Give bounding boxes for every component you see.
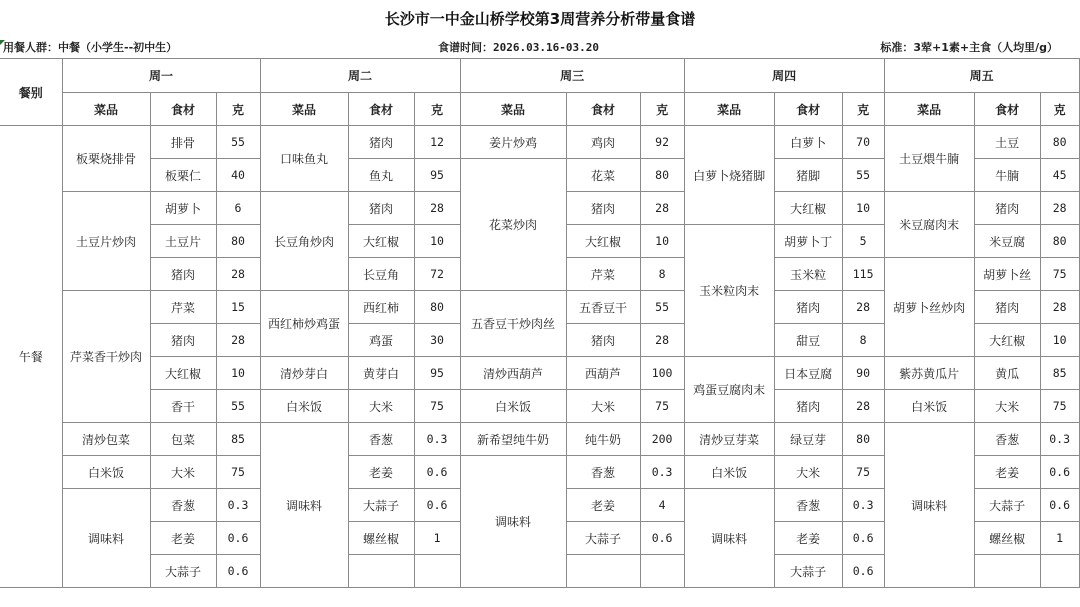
- ingredient-grams: 0.6: [640, 522, 684, 555]
- ingredient-grams: 75: [216, 456, 260, 489]
- ingredient-grams: [414, 555, 460, 588]
- ingredient-grams: 55: [216, 390, 260, 423]
- ingredient-grams: 0.6: [842, 555, 884, 588]
- ingredient-grams: 80: [842, 423, 884, 456]
- ingredient-column-header: 食材: [566, 93, 640, 126]
- ingredient-grams: 1: [414, 522, 460, 555]
- ingredient-name: 黄瓜: [974, 357, 1040, 390]
- ingredient-name: 排骨: [150, 126, 216, 159]
- ingredient-name: 猪脚: [774, 159, 842, 192]
- ingredient-grams: 28: [640, 192, 684, 225]
- ingredient-grams: 28: [640, 324, 684, 357]
- ingredient-name: 香干: [150, 390, 216, 423]
- dish-name: 土豆煨牛腩: [884, 126, 974, 192]
- dish-name: 土豆片炒肉: [62, 192, 150, 291]
- ingredient-name: 胡萝卜丝: [974, 258, 1040, 291]
- grams-column-header: 克: [640, 93, 684, 126]
- ingredient-name: 猪肉: [150, 258, 216, 291]
- ingredient-grams: 28: [842, 291, 884, 324]
- ingredient-grams: 0.3: [216, 489, 260, 522]
- dish-column-header: 菜品: [460, 93, 566, 126]
- dish-name: 鸡蛋豆腐肉末: [684, 357, 774, 423]
- ingredient-name: 猪肉: [566, 324, 640, 357]
- grams-column-header: 克: [842, 93, 884, 126]
- ingredient-grams: 28: [414, 192, 460, 225]
- ingredient-name: 花菜: [566, 159, 640, 192]
- ingredient-name: 大米: [974, 390, 1040, 423]
- ingredient-name: 绿豆芽: [774, 423, 842, 456]
- ingredient-grams: 75: [842, 456, 884, 489]
- dish-name: 白米饭: [460, 390, 566, 423]
- ingredient-name: 芹菜: [566, 258, 640, 291]
- ingredient-grams: 10: [216, 357, 260, 390]
- ingredient-grams: 70: [842, 126, 884, 159]
- ingredient-grams: 28: [216, 324, 260, 357]
- ingredient-grams: 55: [216, 126, 260, 159]
- ingredient-name: 大米: [348, 390, 414, 423]
- ingredient-grams: 10: [640, 225, 684, 258]
- ingredient-name: 猪肉: [774, 291, 842, 324]
- ingredient-grams: 55: [842, 159, 884, 192]
- dish-name: 五香豆干炒肉丝: [460, 291, 566, 357]
- ingredient-grams: 75: [640, 390, 684, 423]
- dish-column-header: 菜品: [62, 93, 150, 126]
- ingredient-name: 老姜: [348, 456, 414, 489]
- dish-name: 白米饭: [684, 456, 774, 489]
- dish-name: 白米饭: [260, 390, 348, 423]
- ingredient-name: 牛腩: [974, 159, 1040, 192]
- grams-column-header: 克: [216, 93, 260, 126]
- ingredient-grams: 75: [1040, 390, 1079, 423]
- ingredient-grams: 28: [1040, 192, 1079, 225]
- ingredient-name: 老姜: [150, 522, 216, 555]
- ingredient-column-header: 食材: [774, 93, 842, 126]
- ingredient-name: 日本豆腐: [774, 357, 842, 390]
- dish-name: 调味料: [460, 456, 566, 588]
- ingredient-column-header: 食材: [974, 93, 1040, 126]
- dish-name: 清炒豆芽菜: [684, 423, 774, 456]
- menu-body: [0, 126, 1079, 588]
- ingredient-name: 土豆片: [150, 225, 216, 258]
- dish-name: 胡萝卜丝炒肉: [884, 258, 974, 357]
- ingredient-name: 大红椒: [974, 324, 1040, 357]
- ingredient-name: 土豆: [974, 126, 1040, 159]
- ingredient-name: 胡萝卜丁: [774, 225, 842, 258]
- dish-column-header: 菜品: [260, 93, 348, 126]
- ingredient-name: 鱼丸: [348, 159, 414, 192]
- page-title: 长沙市一中金山桥学校第3周营养分析带量食谱: [384, 10, 696, 28]
- ingredient-grams: 10: [1040, 324, 1079, 357]
- ingredient-grams: 80: [640, 159, 684, 192]
- ingredient-grams: 100: [640, 357, 684, 390]
- ingredient-grams: 5: [842, 225, 884, 258]
- dish-name: 调味料: [684, 489, 774, 588]
- ingredient-grams: 0.3: [414, 423, 460, 456]
- ingredient-name: 大红椒: [150, 357, 216, 390]
- ingredient-grams: 72: [414, 258, 460, 291]
- ingredient-grams: 0.6: [1040, 456, 1079, 489]
- dish-name: 清炒芽白: [260, 357, 348, 390]
- dish-name: 口味鱼丸: [260, 126, 348, 192]
- ingredient-grams: 80: [216, 225, 260, 258]
- ingredient-name: 猪肉: [566, 192, 640, 225]
- menu-row: [0, 390, 1079, 423]
- ingredient-column-header: 食材: [348, 93, 414, 126]
- ingredient-grams: 80: [1040, 126, 1079, 159]
- ingredient-grams: 30: [414, 324, 460, 357]
- ingredient-name: 玉米粒: [774, 258, 842, 291]
- dish-name: 玉米粒肉末: [684, 225, 774, 357]
- dish-name: 调味料: [260, 423, 348, 588]
- ingredient-grams: 6: [216, 192, 260, 225]
- ingredient-grams: 90: [842, 357, 884, 390]
- ingredient-grams: 0.6: [1040, 489, 1079, 522]
- ingredient-name: 甜豆: [774, 324, 842, 357]
- dish-column-header: 菜品: [884, 93, 974, 126]
- day-header: 周五: [884, 59, 1079, 93]
- ingredient-grams: 85: [1040, 357, 1079, 390]
- ingredient-name: 鸡蛋: [348, 324, 414, 357]
- dish-name: 米豆腐肉末: [884, 192, 974, 258]
- meal-column-header: 餐别: [0, 59, 62, 126]
- ingredient-name: 香葱: [348, 423, 414, 456]
- ingredient-grams: 75: [1040, 258, 1079, 291]
- ingredient-name: 螺丝椒: [974, 522, 1040, 555]
- ingredient-grams: 28: [842, 390, 884, 423]
- ingredient-name: 大蒜子: [566, 522, 640, 555]
- ingredient-name: 大红椒: [774, 192, 842, 225]
- ingredient-grams: 0.3: [842, 489, 884, 522]
- ingredient-name: 猪肉: [974, 192, 1040, 225]
- ingredient-name: 香葱: [150, 489, 216, 522]
- ingredient-name: 板栗仁: [150, 159, 216, 192]
- ingredient-name: 老姜: [974, 456, 1040, 489]
- ingredient-name: 大米: [566, 390, 640, 423]
- ingredient-name: 大米: [774, 456, 842, 489]
- ingredient-name: 白萝卜: [774, 126, 842, 159]
- dish-name: 白米饭: [884, 390, 974, 423]
- menu-row: [0, 126, 1079, 159]
- ingredient-grams: 12: [414, 126, 460, 159]
- ingredient-name: [348, 555, 414, 588]
- ingredient-grams: 95: [414, 159, 460, 192]
- ingredient-name: 猪肉: [774, 390, 842, 423]
- ingredient-name: 鸡肉: [566, 126, 640, 159]
- ingredient-grams: 75: [414, 390, 460, 423]
- ingredient-name: 猪肉: [150, 324, 216, 357]
- ingredient-grams: 1: [1040, 522, 1079, 555]
- dish-name: 西红柿炒鸡蛋: [260, 291, 348, 357]
- day-header: 周一: [62, 59, 260, 93]
- dish-name: 清炒包菜: [62, 423, 150, 456]
- dish-name: 白萝卜烧猪脚: [684, 126, 774, 225]
- ingredient-name: 香葱: [774, 489, 842, 522]
- ingredient-name: 西葫芦: [566, 357, 640, 390]
- ingredient-name: 五香豆干: [566, 291, 640, 324]
- ingredient-name: 米豆腐: [974, 225, 1040, 258]
- menu-standard: 标准：3荤+1素+主食（人均里/g）: [880, 41, 1058, 54]
- dish-name: 板栗烧排骨: [62, 126, 150, 192]
- dish-name: 花菜炒肉: [460, 159, 566, 291]
- day-header: 周四: [684, 59, 884, 93]
- ingredient-name: 大米: [150, 456, 216, 489]
- ingredient-grams: 45: [1040, 159, 1079, 192]
- menu-period-label: 食谱时间：: [438, 41, 493, 54]
- ingredient-name: 芹菜: [150, 291, 216, 324]
- menu-period: [438, 38, 599, 58]
- ingredient-grams: 55: [640, 291, 684, 324]
- ingredient-grams: 92: [640, 126, 684, 159]
- ingredient-grams: 4: [640, 489, 684, 522]
- ingredient-grams: [1040, 555, 1079, 588]
- ingredient-grams: 28: [1040, 291, 1079, 324]
- ingredient-name: 大蒜子: [348, 489, 414, 522]
- dish-name: 白米饭: [62, 456, 150, 489]
- ingredient-name: 大红椒: [348, 225, 414, 258]
- dish-name: 芹菜香干炒肉: [62, 291, 150, 423]
- ingredient-grams: 15: [216, 291, 260, 324]
- ingredient-grams: 0.3: [640, 456, 684, 489]
- diner-group: 用餐人群：中餐（小学生--初中生）: [3, 41, 178, 54]
- ingredient-name: 老姜: [566, 489, 640, 522]
- ingredient-name: 香葱: [566, 456, 640, 489]
- grams-column-header: 克: [414, 93, 460, 126]
- ingredient-name: 猪肉: [974, 291, 1040, 324]
- ingredient-name: 螺丝椒: [348, 522, 414, 555]
- ingredient-grams: 0.6: [216, 555, 260, 588]
- ingredient-name: 长豆角: [348, 258, 414, 291]
- menu-row: [0, 423, 1079, 456]
- ingredient-grams: 115: [842, 258, 884, 291]
- ingredient-grams: [640, 555, 684, 588]
- ingredient-name: [566, 555, 640, 588]
- ingredient-grams: 200: [640, 423, 684, 456]
- day-header: 周二: [260, 59, 460, 93]
- ingredient-grams: 0.3: [1040, 423, 1079, 456]
- grams-column-header: 克: [1040, 93, 1079, 126]
- ingredient-grams: 28: [216, 258, 260, 291]
- dish-name: 清炒西葫芦: [460, 357, 566, 390]
- ingredient-name: 老姜: [774, 522, 842, 555]
- menu-row: [0, 357, 1079, 390]
- dish-name: 长豆角炒肉: [260, 192, 348, 291]
- ingredient-name: 猪肉: [348, 126, 414, 159]
- ingredient-grams: 10: [414, 225, 460, 258]
- dish-name: 紫苏黄瓜片: [884, 357, 974, 390]
- ingredient-grams: 0.6: [414, 489, 460, 522]
- ingredient-name: [974, 555, 1040, 588]
- ingredient-grams: 0.6: [842, 522, 884, 555]
- ingredient-name: 猪肉: [348, 192, 414, 225]
- ingredient-grams: 0.6: [216, 522, 260, 555]
- ingredient-grams: 95: [414, 357, 460, 390]
- ingredient-grams: 0.6: [414, 456, 460, 489]
- ingredient-grams: 85: [216, 423, 260, 456]
- day-header: 周三: [460, 59, 684, 93]
- dish-column-header: 菜品: [684, 93, 774, 126]
- meal-label: 午餐: [0, 126, 62, 588]
- ingredient-grams: 8: [842, 324, 884, 357]
- dish-name: 调味料: [62, 489, 150, 588]
- ingredient-grams: 80: [414, 291, 460, 324]
- ingredient-name: 大蒜子: [150, 555, 216, 588]
- menu-table: [0, 58, 1080, 588]
- ingredient-grams: 10: [842, 192, 884, 225]
- dish-name: 调味料: [884, 423, 974, 588]
- ingredient-column-header: 食材: [150, 93, 216, 126]
- dish-name: 姜片炒鸡: [460, 126, 566, 159]
- ingredient-name: 大蒜子: [774, 555, 842, 588]
- ingredient-name: 黄芽白: [348, 357, 414, 390]
- ingredient-grams: 8: [640, 258, 684, 291]
- menu-period-value: 2026.03.16-03.20: [493, 41, 599, 54]
- ingredient-grams: 40: [216, 159, 260, 192]
- ingredient-grams: 80: [1040, 225, 1079, 258]
- ingredient-name: 包菜: [150, 423, 216, 456]
- ingredient-name: 西红柿: [348, 291, 414, 324]
- ingredient-name: 大蒜子: [974, 489, 1040, 522]
- ingredient-name: 香葱: [974, 423, 1040, 456]
- ingredient-name: 纯牛奶: [566, 423, 640, 456]
- ingredient-name: 胡萝卜: [150, 192, 216, 225]
- dish-name: 新希望纯牛奶: [460, 423, 566, 456]
- ingredient-name: 大红椒: [566, 225, 640, 258]
